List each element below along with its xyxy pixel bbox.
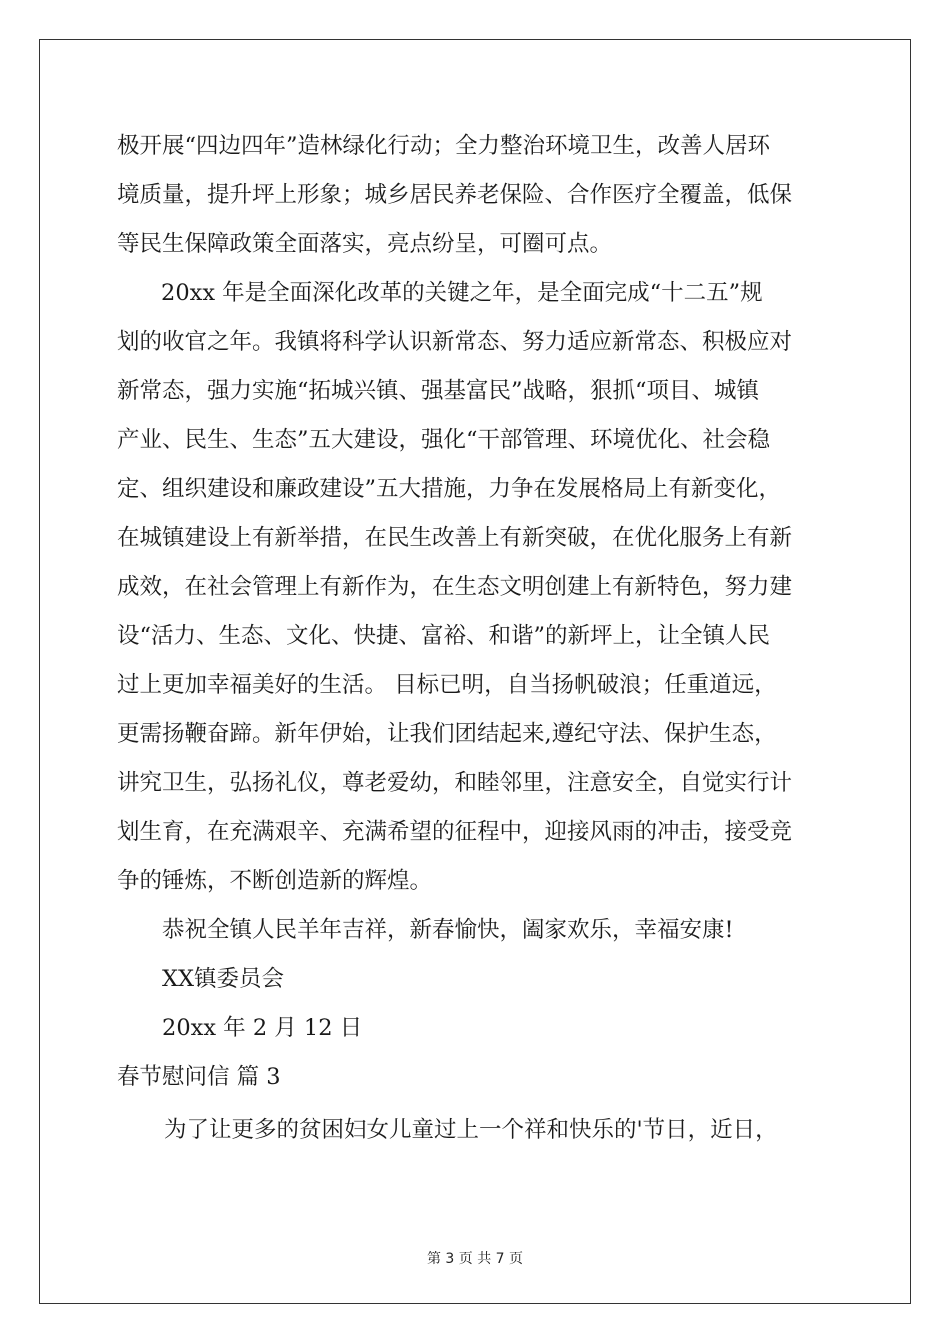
body-line: 讲究卫生，弘扬礼仪，尊老爱幼，和睦邻里，注意安全，自觉实行计 [117,770,793,796]
body-line: 境质量，提升坪上形象；城乡居民养老保险、合作医疗全覆盖，低保 [117,182,793,208]
section-title: 春节慰问信 篇 3 [117,1064,281,1090]
body-line: 为了让更多的贫困妇女儿童过上一个祥和快乐的'节日，近日， [164,1117,778,1143]
body-line: 更需扬鞭奋蹄。新年伊始，让我们团结起来,遵纪守法、保护生态， [117,721,777,747]
body-line: 定、组织建设和廉政建设”五大措施，力争在发展格局上有新变化， [117,476,782,502]
body-line: 划生育，在充满艰辛、充满希望的征程中，迎接风雨的冲击，接受竞 [117,819,793,845]
document-body [117,122,833,1155]
body-line: 产业、民生、生态”五大建设，强化“干部管理、环境优化、社会稳 [117,427,771,453]
body-line: 划的收官之年。我镇将科学认识新常态、努力适应新常态、积极应对 [117,329,793,355]
body-line: 成效，在社会管理上有新作为，在生态文明创建上有新特色，努力建 [117,574,793,600]
body-line: 等民生保障政策全面落实，亮点纷呈，可圈可点。 [117,231,613,257]
body-line: 争的锤炼，不断创造新的辉煌。 [117,868,433,894]
body-line: 过上更加幸福美好的生活。 目标已明，自当扬帆破浪；任重道远， [117,672,777,698]
body-line: 极开展“四边四年”造林绿化行动；全力整治环境卫生，改善人居环 [117,133,771,159]
page-number: 第 3 页 共 7 页 [426,1251,524,1267]
signature: XX镇委员会 [162,966,285,992]
body-line: 20xx 年是全面深化改革的关键之年，是全面完成“十二五”规 [161,280,763,306]
greeting-line: 恭祝全镇人民羊年吉祥，新春愉快，阖家欢乐，幸福安康! [162,917,734,943]
body-line: 在城镇建设上有新举措，在民生改善上有新突破，在优化服务上有新 [117,525,793,551]
date-line: 20xx 年 2 月 12 日 [162,1015,363,1041]
body-line: 设“活力、生态、文化、快捷、富裕、和谐”的新坪上，让全镇人民 [117,623,771,649]
body-line: 新常态，强力实施“拓城兴镇、强基富民”战略，狠抓“项目、城镇 [117,378,760,404]
